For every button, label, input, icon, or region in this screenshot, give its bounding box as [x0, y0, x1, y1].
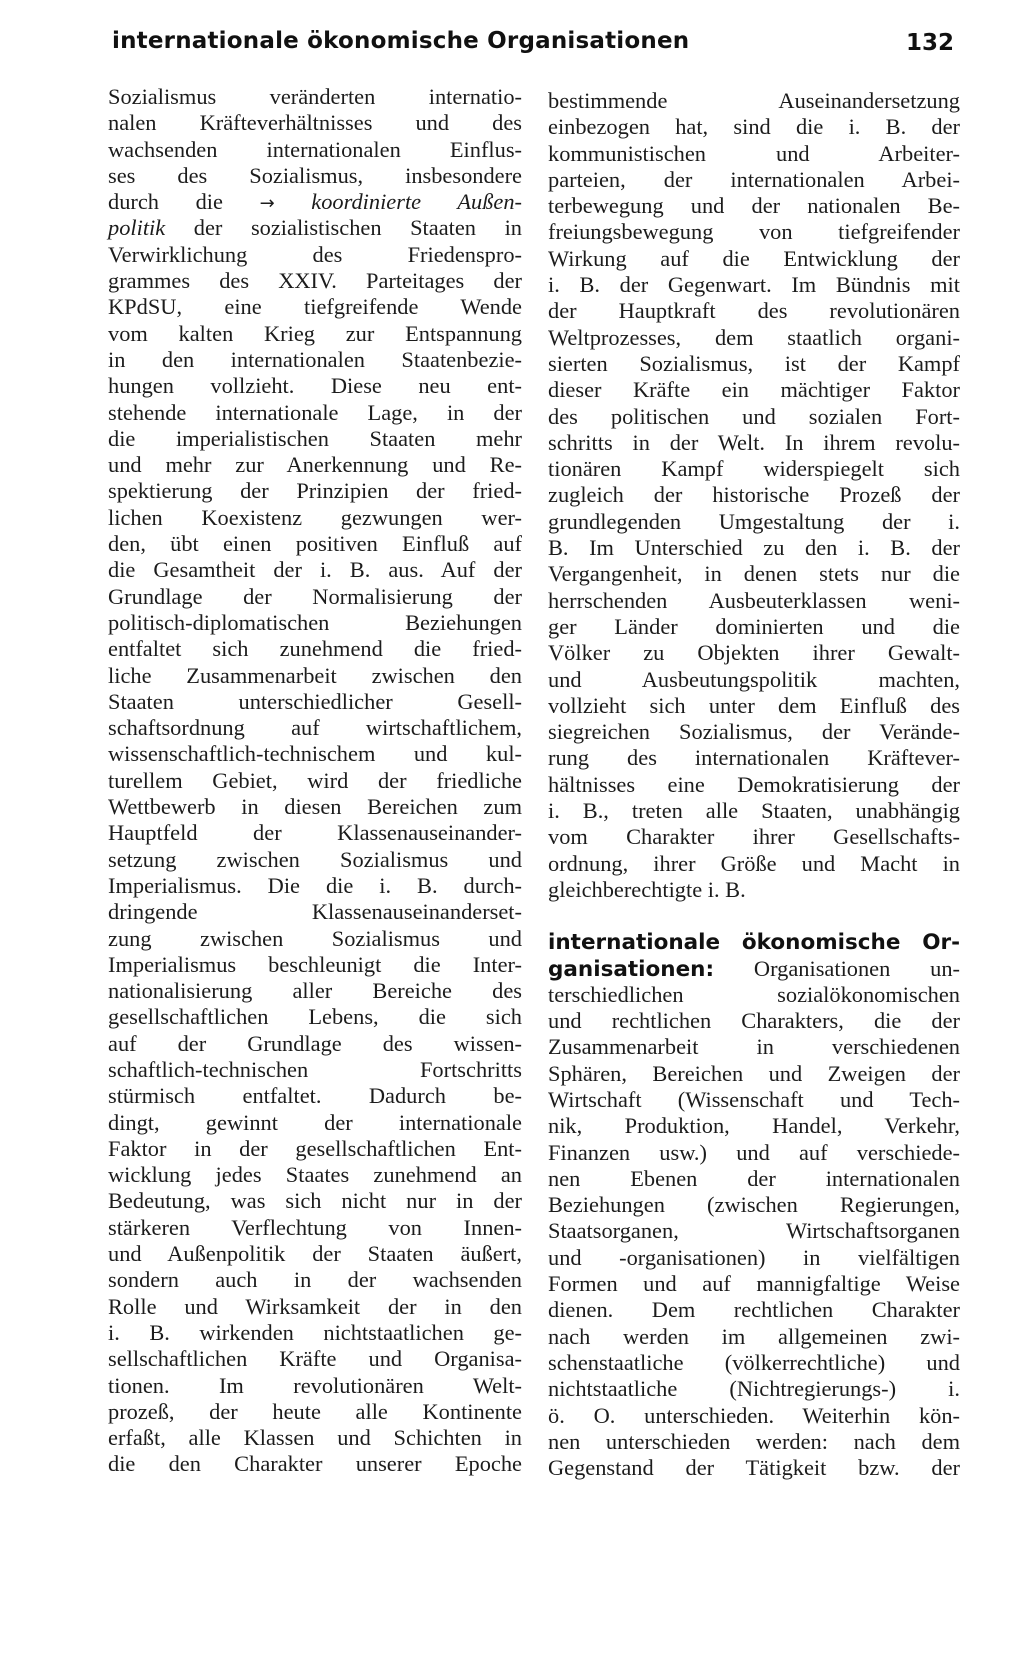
text-line: wachsenden internationalen Einflus-: [108, 136, 522, 162]
text-line: und mehr zur Anerkennung und Re-: [108, 452, 522, 478]
text-line: und -organisationen) in vielfältigen: [548, 1244, 960, 1270]
text-line: auf der Grundlage des wissen-: [108, 1030, 522, 1056]
text-line: hältnisses eine Demokratisierung der: [548, 771, 960, 797]
text-line: Wirkung auf die Entwicklung der: [548, 245, 960, 271]
text-line: Vergangenheit, in denen stets nur die: [548, 561, 960, 587]
entry-headword: internationale ökonomische Or-: [548, 930, 960, 956]
text-line: Rolle und Wirksamkeit der in den: [108, 1293, 522, 1319]
text-line: nalen Kräfteverhältnisses und des: [108, 110, 522, 136]
cross-reference-link[interactable]: politik: [108, 215, 166, 241]
text-line: dringende Klassenauseinanderset-: [108, 899, 522, 925]
text-line: ses des Sozialismus, insbesondere: [108, 162, 522, 188]
text-line: schritts in der Welt. In ihrem revolu-: [548, 429, 960, 455]
text-line: des politischen und sozialen Fort-: [548, 403, 960, 429]
text-line: spektierung der Prinzipien der fried-: [108, 478, 522, 504]
text-line: siegreichen Sozialismus, der Verände-: [548, 719, 960, 745]
text-line: und Ausbeutungspolitik machten,: [548, 666, 960, 692]
text-line: Grundlage der Normalisierung der: [108, 583, 522, 609]
text-line: [108, 215, 522, 241]
text-line: dienen. Dem rechtlichen Charakter: [548, 1297, 960, 1323]
text-line: terbewegung und der nationalen Be-: [548, 193, 960, 219]
text-line-cross-reference: [108, 189, 522, 215]
text-line: vollzieht sich unter dem Einfluß des: [548, 692, 960, 718]
text-line: B. Im Unterschied zu den i. B. der: [548, 535, 960, 561]
text-line: terschiedlichen sozialökonomischen: [548, 981, 960, 1007]
text-line: bestimmende Auseinandersetzung: [548, 88, 960, 113]
entry-heading: [548, 929, 960, 955]
text-line: Völker zu Objekten ihrer Gewalt-: [548, 640, 960, 666]
text-line: erfaßt, alle Klassen und Schichten in: [108, 1425, 522, 1451]
text-line: und rechtlichen Charakters, die der: [548, 1008, 960, 1034]
text-line: entfaltet sich zunehmend die fried-: [108, 636, 522, 662]
text-line: Sozialismus veränderten internatio-: [108, 84, 522, 109]
text-line: die den Charakter unserer Epoche: [108, 1451, 522, 1477]
text-line: stürmisch entfaltet. Dadurch be-: [108, 1083, 522, 1109]
text-line: schaftlich-technischen Fortschritts: [108, 1056, 522, 1082]
text-line: kommunistischen und Arbeiter-: [548, 140, 960, 166]
text-line: den, übt einen positiven Einfluß auf: [108, 531, 522, 557]
text-line: turellem Gebiet, wird der friedliche: [108, 767, 522, 793]
text-line: Wettbewerb in diesen Bereichen zum: [108, 794, 522, 820]
text-line: Formen und auf mannigfaltige Weise: [548, 1271, 960, 1297]
text-line: hungen vollzieht. Diese neu ent-: [108, 373, 522, 399]
text-line: dieser Kräfte ein mächtiger Faktor: [548, 377, 960, 403]
text-line: dingt, gewinnt der internationale: [108, 1109, 522, 1135]
text-line: herrschenden Ausbeuterklassen weni-: [548, 587, 960, 613]
text-line: sellschaftlichen Kräfte und Organisa-: [108, 1346, 522, 1372]
text-line: schaftsordnung auf wirtschaftlichem,: [108, 715, 522, 741]
text-line: schenstaatliche (völkerrechtliche) und: [548, 1349, 960, 1375]
text-line: nationalisierung aller Bereiche des: [108, 978, 522, 1004]
entry-headword: ganisationen:: [548, 956, 715, 982]
text-line: nen unterschieden werden: nach dem: [548, 1428, 960, 1454]
text-line: Staaten unterschiedlicher Gesell-: [108, 688, 522, 714]
text-line: Faktor in der gesellschaftlichen Ent-: [108, 1135, 522, 1161]
text-line: parteien, der internationalen Arbei-: [548, 166, 960, 192]
text-line: die Gesamtheit der i. B. aus. Auf der: [108, 557, 522, 583]
right-column: [548, 88, 960, 1481]
text-line: nichtstaatliche (Nichtregierungs-) i.: [548, 1376, 960, 1402]
text-line: ordnung, ihrer Größe und Macht in: [548, 850, 960, 876]
text-line: prozeß, der heute alle Kontinente: [108, 1398, 522, 1424]
left-column: [108, 84, 522, 1478]
text-line: Zusammenarbeit in verschiedenen: [548, 1034, 960, 1060]
text-line: gleichberechtigte i. B.: [548, 876, 746, 902]
paragraph-gap: [548, 903, 960, 929]
text-line: wissenschaftlich-technischem und kul-: [108, 741, 522, 767]
text-line: freiungsbewegung von tiefgreifender: [548, 219, 960, 245]
arrow-right-icon: →: [259, 193, 275, 215]
text-line: vom kalten Krieg zur Entspannung: [108, 320, 522, 346]
text-line: liche Zusammenarbeit zwischen den: [108, 662, 522, 688]
text-line: in den internationalen Staatenbezie-: [108, 346, 522, 372]
text-fragment: durch die: [108, 189, 223, 215]
text-line: i. B. wirkenden nichtstaatlichen ge-: [108, 1319, 522, 1345]
text-line: grammes des XXIV. Parteitages der: [108, 268, 522, 294]
text-line: Wirtschaft (Wissenschaft und Tech-: [548, 1086, 960, 1112]
text-line: Finanzen usw.) und auf verschiede-: [548, 1139, 960, 1165]
text-line: sondern auch in der wachsenden: [108, 1267, 522, 1293]
text-line: Imperialismus. Die die i. B. durch-: [108, 872, 522, 898]
text-line: Staatsorganen, Wirtschaftsorganen: [548, 1218, 960, 1244]
text-line: zung zwischen Sozialismus und: [108, 925, 522, 951]
text-line: einbezogen hat, sind die i. B. der: [548, 114, 960, 140]
text-line: die imperialistischen Staaten mehr: [108, 425, 522, 451]
text-line: zugleich der historische Prozeß der: [548, 482, 960, 508]
text-line: stärkeren Verflechtung von Innen-: [108, 1214, 522, 1240]
text-line: der Hauptkraft des revolutionären: [548, 298, 960, 324]
cross-reference-link[interactable]: koordinierte Außen-: [311, 189, 522, 215]
text-line: grundlegenden Umgestaltung der i.: [548, 508, 960, 534]
text-line: Hauptfeld der Klassenauseinander-: [108, 820, 522, 846]
text-line: Imperialismus beschleunigt die Inter-: [108, 951, 522, 977]
text-line: wicklung jedes Staates zunehmend an: [108, 1162, 522, 1188]
text-line: politisch-diplomatischen Beziehungen: [108, 609, 522, 635]
text-line: Gegenstand der Tätigkeit bzw. der: [548, 1455, 960, 1481]
running-head: internationale ökonomische Organisationen: [112, 28, 690, 54]
text-line: i. B. der Gegenwart. Im Bündnis mit: [548, 272, 960, 298]
text-line: ger Länder dominierten und die: [548, 613, 960, 639]
text-line: Beziehungen (zwischen Regierungen,: [548, 1192, 960, 1218]
text-line: vom Charakter ihrer Gesellschafts-: [548, 824, 960, 850]
text-line: Bedeutung, was sich nicht nur in der: [108, 1188, 522, 1214]
text-line: i. B., treten alle Staaten, unabhängig: [548, 798, 960, 824]
text-fragment: Organisationen un-: [753, 955, 960, 981]
text-line: tionen. Im revolutionären Welt-: [108, 1372, 522, 1398]
text-fragment: der sozialistischen Staaten in: [193, 215, 522, 241]
text-line: lichen Koexistenz gezwungen wer-: [108, 504, 522, 530]
text-line: rung des internationalen Kräftever-: [548, 745, 960, 771]
text-line: setzung zwischen Sozialismus und: [108, 846, 522, 872]
text-line: sierten Sozialismus, ist der Kampf: [548, 350, 960, 376]
text-line: Verwirklichung des Friedenspro-: [108, 241, 522, 267]
page-number: 132: [905, 30, 954, 56]
text-line: tionären Kampf widerspiegelt sich: [548, 456, 960, 482]
text-line: nik, Produktion, Handel, Verkehr,: [548, 1113, 960, 1139]
text-line: KPdSU, eine tiefgreifende Wende: [108, 294, 522, 320]
entry-heading-continued: [548, 956, 960, 982]
text-line: und Außenpolitik der Staaten äußert,: [108, 1241, 522, 1267]
text-line: nen Ebenen der internationalen: [548, 1165, 960, 1191]
text-line: stehende internationale Lage, in der: [108, 399, 522, 425]
text-line: ö. O. unterschieden. Weiterhin kön-: [548, 1402, 960, 1428]
text-line: nach werden im allgemeinen zwi-: [548, 1323, 960, 1349]
text-line: gesellschaftlichen Lebens, die sich: [108, 1004, 522, 1030]
text-line: Sphären, Bereichen und Zweigen der: [548, 1060, 960, 1086]
text-line: Weltprozesses, dem staatlich organi-: [548, 324, 960, 350]
